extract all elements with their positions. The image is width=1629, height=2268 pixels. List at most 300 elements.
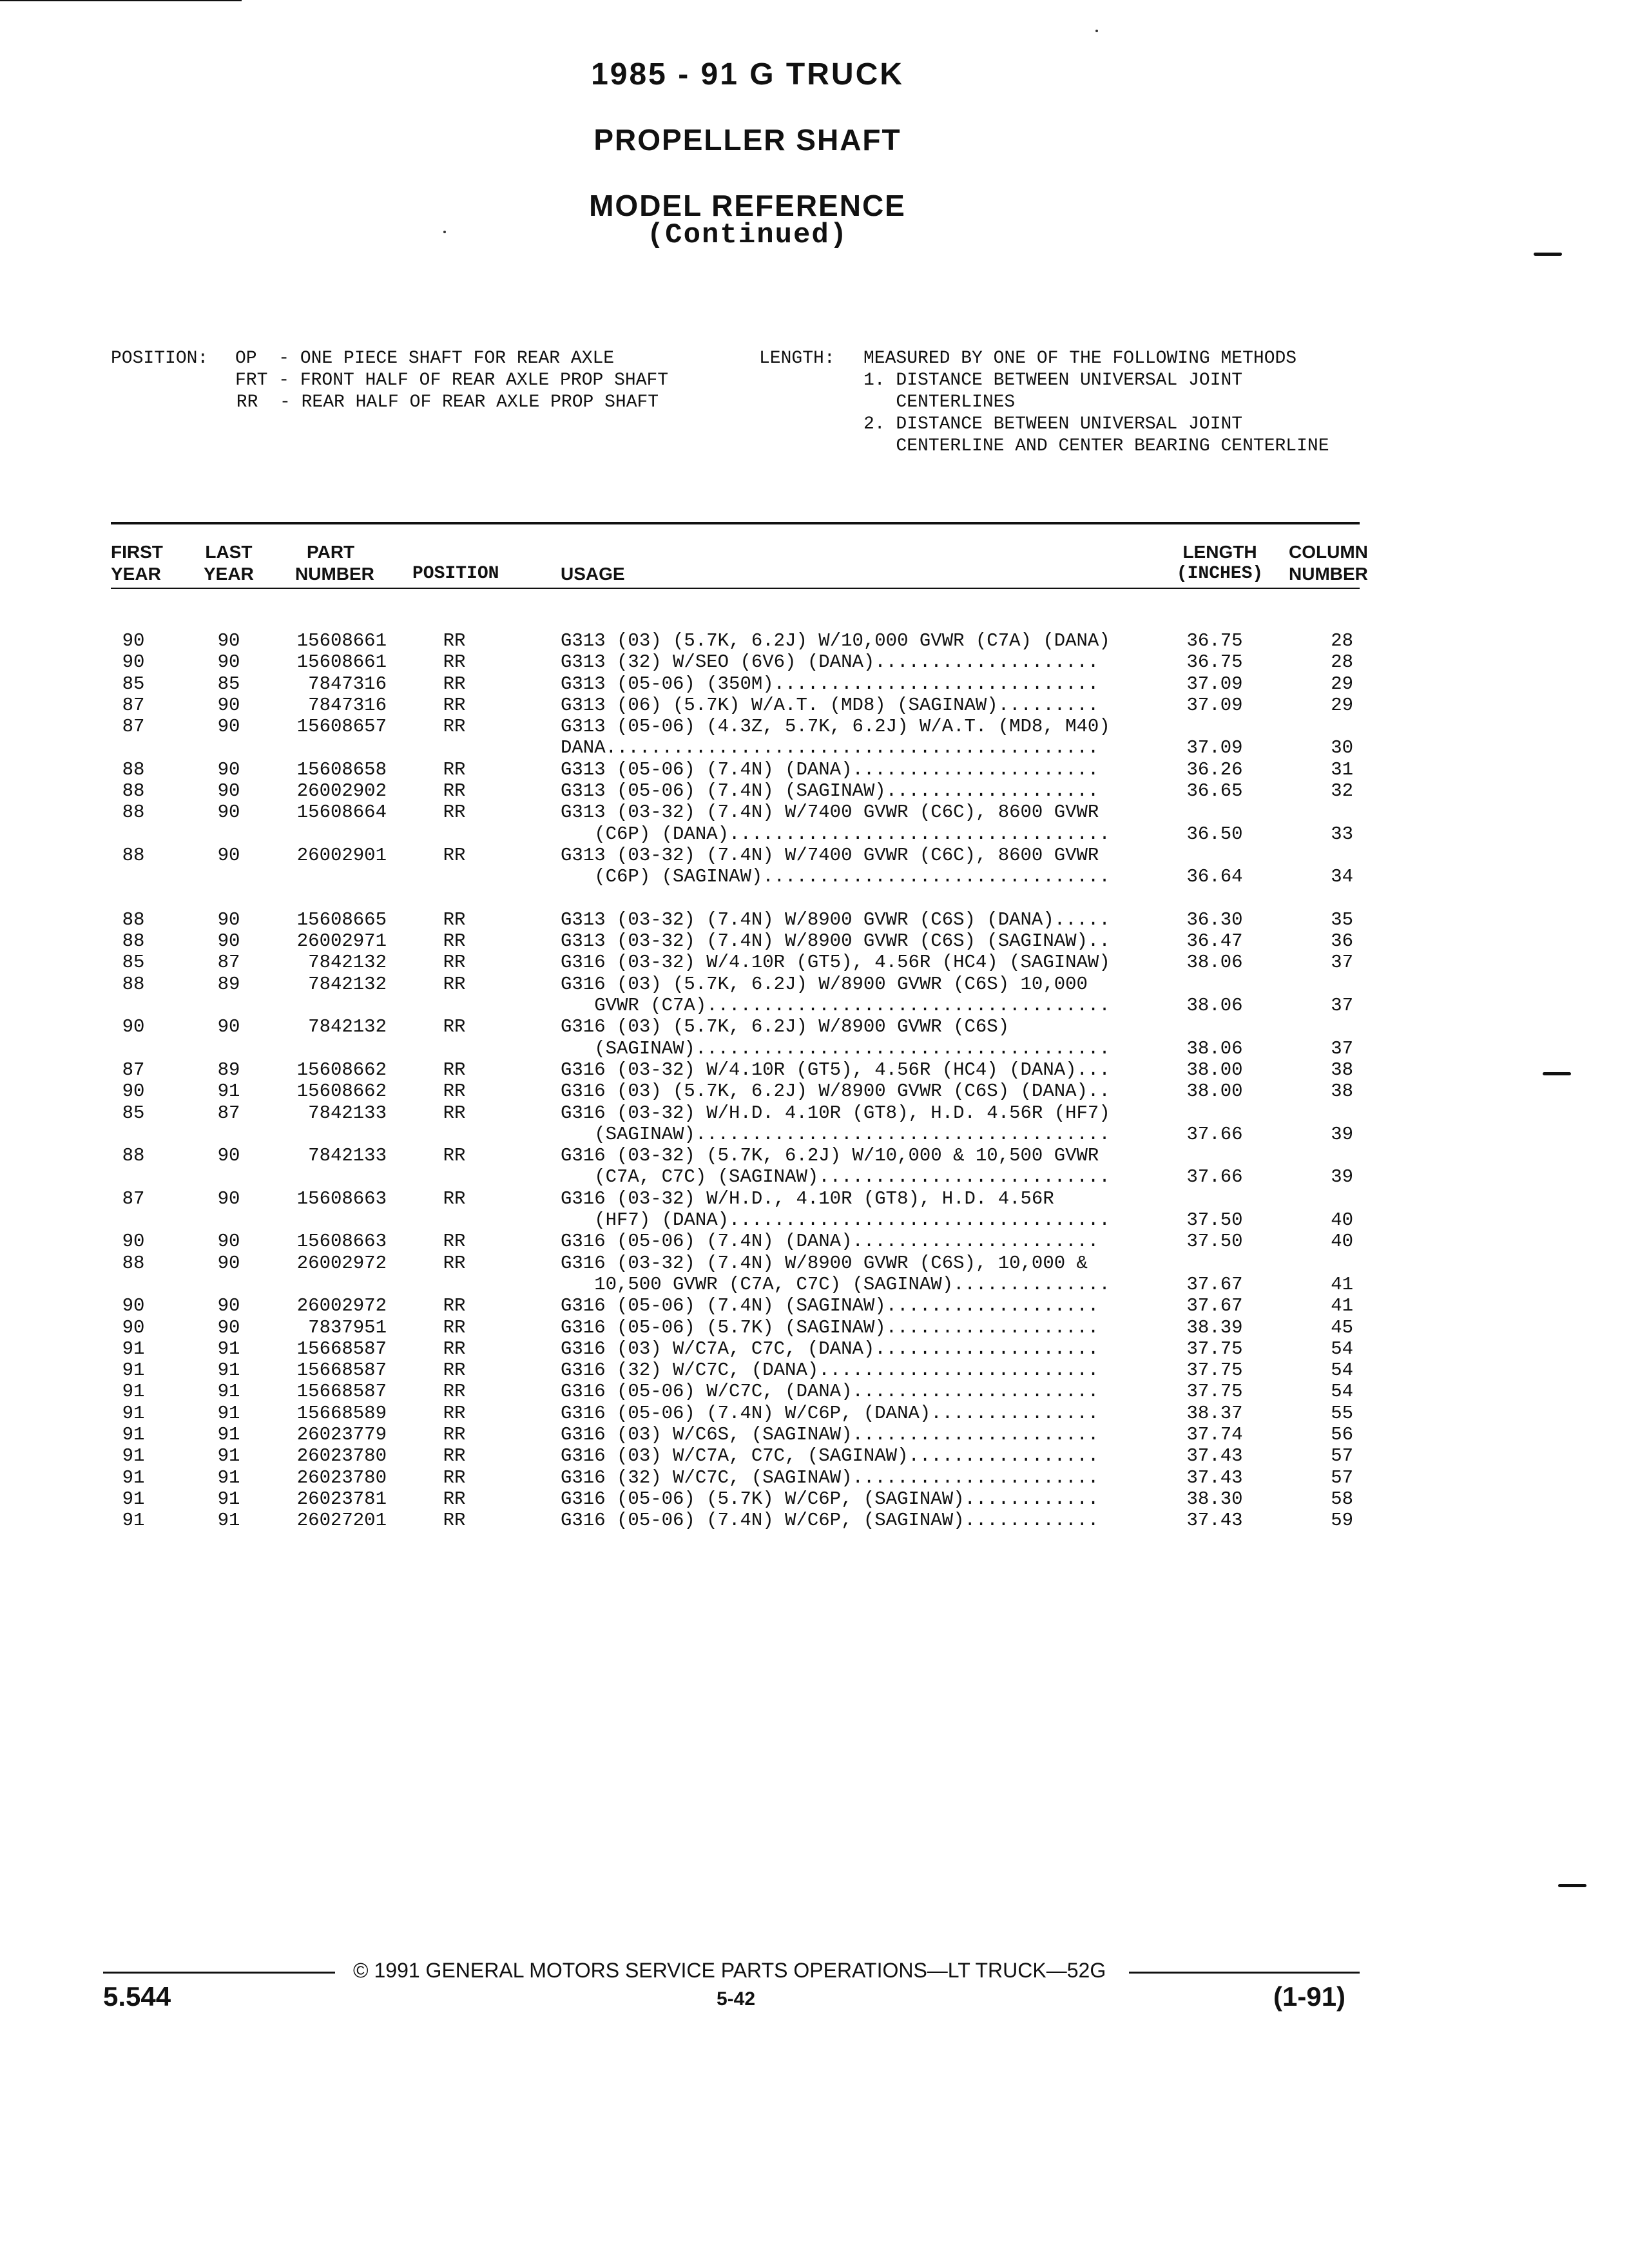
cell-usage: G316 (03-32) W/4.10R (GT5), 4.56R (HC4) (DANA)... <box>561 1059 1110 1081</box>
cell-column-number: 45 <box>1331 1316 1353 1338</box>
col-header-first-year <box>111 541 163 585</box>
cell-column-number: 40 <box>1331 1231 1353 1253</box>
cell-length: 36.75 <box>1186 630 1243 651</box>
cell-first-year: 91 <box>122 1423 145 1445</box>
cell-first-year: 90 <box>122 630 145 651</box>
cell-usage: DANA............................................ <box>561 737 1099 759</box>
cell-last-year: 91 <box>217 1488 240 1510</box>
cell-part-number: 7842132 <box>308 952 387 974</box>
cell-length: 37.43 <box>1186 1466 1243 1488</box>
cell-position: RR <box>443 1402 466 1424</box>
col-header-last-year <box>204 541 254 585</box>
speck <box>1095 30 1098 32</box>
cell-part-number: 15608663 <box>296 1187 387 1209</box>
cell-first-year: 87 <box>122 694 145 716</box>
header-line: NUMBER <box>1289 564 1368 584</box>
table-row <box>0 888 1629 909</box>
header-line: YEAR <box>204 564 254 584</box>
cell-position: RR <box>443 1102 466 1124</box>
cell-length: 37.66 <box>1186 1166 1243 1188</box>
table-row <box>0 1059 1629 1081</box>
cell-length: 38.00 <box>1186 1059 1243 1081</box>
cell-part-number: 26023780 <box>296 1466 387 1488</box>
cell-usage: G316 (05-06) (7.4N) (DANA)...................... <box>561 1231 1099 1253</box>
cell-first-year: 91 <box>122 1338 145 1360</box>
margin-mark <box>1558 1884 1586 1887</box>
footer-rule-right <box>1129 1972 1360 1974</box>
cell-part-number: 15668587 <box>296 1360 387 1381</box>
cell-column-number: 31 <box>1331 758 1353 780</box>
cell-last-year: 90 <box>217 930 240 952</box>
cell-last-year: 90 <box>217 694 240 716</box>
cell-first-year: 87 <box>122 716 145 738</box>
cell-part-number: 15608662 <box>296 1081 387 1102</box>
cell-column-number: 56 <box>1331 1423 1353 1445</box>
cell-part-number: 26002972 <box>296 1295 387 1317</box>
cell-position: RR <box>443 758 466 780</box>
cell-column-number: 39 <box>1331 1123 1353 1145</box>
table-row <box>0 1274 1629 1295</box>
table-row <box>0 1145 1629 1166</box>
header-line: FIRST <box>111 542 163 562</box>
cell-position: RR <box>443 716 466 738</box>
cell-length: 37.75 <box>1186 1338 1243 1360</box>
cell-column-number: 54 <box>1331 1381 1353 1403</box>
cell-length: 38.30 <box>1186 1488 1243 1510</box>
cell-part-number: 15668589 <box>296 1402 387 1424</box>
cell-position: RR <box>443 930 466 952</box>
cell-usage: G313 (06) (5.7K) W/A.T. (MD8) (SAGINAW)......... <box>561 694 1099 716</box>
cell-length: 37.67 <box>1186 1295 1243 1317</box>
length-legend-line: CENTERLINES <box>863 392 1016 412</box>
table-row <box>0 1188 1629 1209</box>
cell-length: 36.30 <box>1186 908 1243 930</box>
cell-usage: (SAGINAW)..................................... <box>561 1037 1110 1059</box>
footer-copyright: © 1991 GENERAL MOTORS SERVICE PARTS OPERATIONS—LT TRUCK—52G <box>353 1959 1106 1982</box>
cell-usage: G313 (03-32) (7.4N) W/8900 GVWR (C6S) (SAGINAW).. <box>561 930 1110 952</box>
cell-part-number: 26002902 <box>296 780 387 802</box>
cell-position: RR <box>443 973 466 995</box>
cell-column-number: 28 <box>1331 630 1353 651</box>
cell-length: 36.75 <box>1186 651 1243 673</box>
position-legend-label: POSITION: <box>111 349 209 369</box>
cell-position: RR <box>443 1016 466 1038</box>
cell-last-year: 91 <box>217 1338 240 1360</box>
table-row <box>0 1403 1629 1424</box>
cell-length: 38.06 <box>1186 1037 1243 1059</box>
page-number-center: 5-42 <box>717 1988 756 2010</box>
cell-position: RR <box>443 1231 466 1253</box>
table-row <box>0 630 1629 651</box>
cell-length: 37.43 <box>1186 1445 1243 1467</box>
cell-part-number: 15668587 <box>296 1338 387 1360</box>
cell-length: 37.67 <box>1186 1273 1243 1295</box>
cell-position: RR <box>443 1187 466 1209</box>
cell-first-year: 91 <box>122 1488 145 1510</box>
margin-mark <box>1534 253 1562 256</box>
cell-first-year: 90 <box>122 1295 145 1317</box>
cell-part-number: 26002901 <box>296 844 387 866</box>
col-header-column-number <box>1289 541 1368 585</box>
table-row <box>0 1209 1629 1231</box>
cell-last-year: 90 <box>217 844 240 866</box>
cell-last-year: 91 <box>217 1445 240 1467</box>
cell-last-year: 90 <box>217 780 240 802</box>
cell-column-number: 28 <box>1331 651 1353 673</box>
cell-first-year: 88 <box>122 930 145 952</box>
cell-last-year: 90 <box>217 1252 240 1274</box>
length-legend-label: LENGTH: <box>759 349 835 369</box>
cell-usage: G316 (05-06) (7.4N) W/C6P, (DANA)............... <box>561 1402 1099 1424</box>
header-line: PART <box>307 542 355 562</box>
cell-usage: G316 (05-06) (7.4N) (SAGINAW)................... <box>561 1295 1099 1317</box>
cell-length: 38.06 <box>1186 952 1243 974</box>
cell-column-number: 33 <box>1331 823 1353 845</box>
cell-part-number: 7842133 <box>308 1145 387 1167</box>
table-row <box>0 1102 1629 1124</box>
cell-first-year: 85 <box>122 1102 145 1124</box>
cell-last-year: 87 <box>217 952 240 974</box>
cell-column-number: 37 <box>1331 995 1353 1017</box>
cell-last-year: 90 <box>217 1295 240 1317</box>
table-row <box>0 974 1629 995</box>
cell-part-number: 15608663 <box>296 1231 387 1253</box>
cell-usage: (C6P) (DANA).................................. <box>561 823 1110 845</box>
cell-position: RR <box>443 1466 466 1488</box>
cell-usage: G316 (03) W/C7A, C7C, (DANA).................... <box>561 1338 1099 1360</box>
cell-usage: G316 (03) W/C6S, (SAGINAW)...................... <box>561 1423 1099 1445</box>
cell-last-year: 90 <box>217 1231 240 1253</box>
cell-last-year: 90 <box>217 908 240 930</box>
cell-column-number: 39 <box>1331 1166 1353 1188</box>
cell-first-year: 88 <box>122 908 145 930</box>
table-row <box>0 802 1629 823</box>
cell-first-year: 88 <box>122 973 145 995</box>
position-legend-line: RR - REAR HALF OF REAR AXLE PROP SHAFT <box>226 392 659 412</box>
cell-position: RR <box>443 651 466 673</box>
cell-part-number: 15608657 <box>296 716 387 738</box>
cell-column-number: 57 <box>1331 1466 1353 1488</box>
cell-first-year: 90 <box>122 1016 145 1038</box>
cell-position: RR <box>443 1423 466 1445</box>
cell-position: RR <box>443 908 466 930</box>
cell-position: RR <box>443 1059 466 1081</box>
cell-length: 37.09 <box>1186 737 1243 759</box>
table-row <box>0 1424 1629 1445</box>
col-header-part-number <box>295 541 374 585</box>
cell-first-year: 91 <box>122 1466 145 1488</box>
cell-last-year: 91 <box>217 1510 240 1532</box>
cell-usage: G316 (05-06) W/C7C, (DANA)...................... <box>561 1381 1099 1403</box>
revision-date: (1-91) <box>1273 1981 1346 2012</box>
cell-column-number: 29 <box>1331 694 1353 716</box>
cell-usage: G313 (32) W/SEO (6V6) (DANA).................... <box>561 651 1099 673</box>
cell-usage: G316 (05-06) (7.4N) W/C6P, (SAGINAW)............ <box>561 1510 1099 1532</box>
cell-column-number: 41 <box>1331 1273 1353 1295</box>
table-row <box>0 1253 1629 1274</box>
cell-last-year: 90 <box>217 651 240 673</box>
table-row <box>0 1038 1629 1059</box>
cell-last-year: 89 <box>217 973 240 995</box>
cell-last-year: 91 <box>217 1466 240 1488</box>
cell-first-year: 90 <box>122 1231 145 1253</box>
table-row <box>0 866 1629 887</box>
cell-length: 38.37 <box>1186 1402 1243 1424</box>
cell-usage: G316 (05-06) (5.7K) W/C6P, (SAGINAW)............ <box>561 1488 1099 1510</box>
table-row <box>0 845 1629 866</box>
cell-last-year: 91 <box>217 1402 240 1424</box>
col-header-length <box>1171 541 1268 585</box>
cell-length: 36.65 <box>1186 780 1243 802</box>
cell-part-number: 26002971 <box>296 930 387 952</box>
cell-length: 36.64 <box>1186 866 1243 888</box>
cell-usage: GVWR (C7A).................................... <box>561 995 1110 1017</box>
table-row <box>0 1295 1629 1316</box>
cell-part-number: 26023781 <box>296 1488 387 1510</box>
cell-position: RR <box>443 1252 466 1274</box>
cell-column-number: 59 <box>1331 1510 1353 1532</box>
cell-first-year: 87 <box>122 1187 145 1209</box>
continued-label: (Continued) <box>646 219 849 251</box>
table-row <box>0 695 1629 716</box>
cell-position: RR <box>443 1510 466 1532</box>
cell-first-year: 88 <box>122 1145 145 1167</box>
cell-part-number: 15608661 <box>296 651 387 673</box>
cell-usage: G316 (03) W/C7A, C7C, (SAGINAW)................. <box>561 1445 1099 1467</box>
cell-part-number: 26002972 <box>296 1252 387 1274</box>
position-legend-line: OP - ONE PIECE SHAFT FOR REAR AXLE <box>235 349 615 369</box>
cell-length: 37.50 <box>1186 1209 1243 1231</box>
cell-last-year: 90 <box>217 1316 240 1338</box>
cell-usage: G316 (03-32) (5.7K, 6.2J) W/10,000 & 10,500 GVWR <box>561 1145 1099 1167</box>
cell-length: 36.26 <box>1186 758 1243 780</box>
cell-first-year: 88 <box>122 780 145 802</box>
table-row <box>0 1445 1629 1466</box>
cell-column-number: 29 <box>1331 673 1353 695</box>
cell-length: 37.75 <box>1186 1381 1243 1403</box>
table-row <box>0 1231 1629 1252</box>
cell-last-year: 91 <box>217 1381 240 1403</box>
table-row <box>0 673 1629 695</box>
cell-position: RR <box>443 694 466 716</box>
cell-first-year: 91 <box>122 1402 145 1424</box>
cell-length: 37.66 <box>1186 1123 1243 1145</box>
cell-part-number: 7842132 <box>308 1016 387 1038</box>
table-row <box>0 1124 1629 1145</box>
cell-last-year: 90 <box>217 1145 240 1167</box>
cell-column-number: 41 <box>1331 1295 1353 1317</box>
top-edge-rule <box>0 0 242 1</box>
cell-length: 38.00 <box>1186 1081 1243 1102</box>
cell-usage: G313 (05-06) (7.4N) (DANA)...................... <box>561 758 1099 780</box>
cell-position: RR <box>443 1145 466 1167</box>
cell-position: RR <box>443 1488 466 1510</box>
cell-usage: G316 (03) (5.7K, 6.2J) W/8900 GVWR (C6S) <box>561 1016 1010 1038</box>
cell-last-year: 91 <box>217 1423 240 1445</box>
cell-first-year: 91 <box>122 1445 145 1467</box>
cell-usage: G313 (03-32) (7.4N) W/8900 GVWR (C6S) (DANA)..... <box>561 908 1110 930</box>
table-row <box>0 651 1629 673</box>
cell-part-number: 7842133 <box>308 1102 387 1124</box>
cell-position: RR <box>443 673 466 695</box>
table-row <box>0 952 1629 973</box>
cell-position: RR <box>443 780 466 802</box>
cell-position: RR <box>443 1081 466 1102</box>
col-header-position: POSITION <box>412 564 499 584</box>
parts-table-body <box>0 630 1629 1531</box>
cell-usage: G313 (05-06) (4.3Z, 5.7K, 6.2J) W/A.T. (MD8, M40) <box>561 716 1110 738</box>
section-title: MODEL REFERENCE <box>589 189 906 222</box>
table-row <box>0 1488 1629 1510</box>
table-row <box>0 1338 1629 1360</box>
cell-first-year: 90 <box>122 1081 145 1102</box>
cell-part-number: 15668587 <box>296 1381 387 1403</box>
cell-position: RR <box>443 1360 466 1381</box>
table-row <box>0 1166 1629 1187</box>
table-row <box>0 780 1629 802</box>
cell-column-number: 55 <box>1331 1402 1353 1424</box>
footer-rule-left <box>103 1972 335 1974</box>
cell-column-number: 54 <box>1331 1338 1353 1360</box>
cell-position: RR <box>443 630 466 651</box>
table-row <box>0 737 1629 758</box>
cell-column-number: 40 <box>1331 1209 1353 1231</box>
cell-usage: G316 (32) W/C7C, (SAGINAW)...................... <box>561 1466 1099 1488</box>
cell-usage: G316 (03-32) (7.4N) W/8900 GVWR (C6S), 10,000 & <box>561 1252 1088 1274</box>
cell-usage: G313 (05-06) (7.4N) (SAGINAW)................... <box>561 780 1099 802</box>
cell-part-number: 7842132 <box>308 973 387 995</box>
cell-position: RR <box>443 1338 466 1360</box>
table-row <box>0 823 1629 845</box>
cell-last-year: 85 <box>217 673 240 695</box>
cell-usage: (C7A, C7C) (SAGINAW).......................... <box>561 1166 1110 1188</box>
cell-length: 37.09 <box>1186 694 1243 716</box>
cell-length: 37.50 <box>1186 1231 1243 1253</box>
cell-position: RR <box>443 844 466 866</box>
document-title: 1985 - 91 G TRUCK <box>591 57 904 91</box>
cell-part-number: 26027201 <box>296 1510 387 1532</box>
cell-first-year: 87 <box>122 1059 145 1081</box>
cell-part-number: 26023780 <box>296 1445 387 1467</box>
cell-last-year: 90 <box>217 630 240 651</box>
cell-first-year: 88 <box>122 802 145 823</box>
col-header-usage: USAGE <box>561 564 625 584</box>
cell-usage: G313 (03-32) (7.4N) W/7400 GVWR (C6C), 8600 GVWR <box>561 844 1099 866</box>
cell-last-year: 91 <box>217 1081 240 1102</box>
cell-usage: G316 (05-06) (5.7K) (SAGINAW)................... <box>561 1316 1099 1338</box>
cell-part-number: 15608662 <box>296 1059 387 1081</box>
cell-part-number: 26023779 <box>296 1423 387 1445</box>
cell-usage: G313 (03) (5.7K, 6.2J) W/10,000 GVWR (C7A) (DANA) <box>561 630 1110 651</box>
cell-usage: G316 (03-32) W/H.D. 4.10R (GT8), H.D. 4.56R (HF7) <box>561 1102 1110 1124</box>
length-legend-line: 1. DISTANCE BETWEEN UNIVERSAL JOINT <box>863 370 1243 390</box>
cell-first-year: 85 <box>122 952 145 974</box>
cell-last-year: 90 <box>217 1187 240 1209</box>
cell-column-number: 30 <box>1331 737 1353 759</box>
cell-usage: G313 (03-32) (7.4N) W/7400 GVWR (C6C), 8600 GVWR <box>561 802 1099 823</box>
cell-position: RR <box>443 1445 466 1467</box>
header-line: YEAR <box>111 564 161 584</box>
cell-part-number: 7847316 <box>308 673 387 695</box>
cell-length: 36.47 <box>1186 930 1243 952</box>
cell-last-year: 90 <box>217 758 240 780</box>
cell-usage: G316 (03) (5.7K, 6.2J) W/8900 GVWR (C6S) (DANA).. <box>561 1081 1110 1102</box>
cell-length: 36.50 <box>1186 823 1243 845</box>
cell-first-year: 91 <box>122 1381 145 1403</box>
cell-position: RR <box>443 802 466 823</box>
table-row <box>0 1317 1629 1338</box>
table-row <box>0 1467 1629 1488</box>
cell-usage: (SAGINAW)..................................... <box>561 1123 1110 1145</box>
cell-part-number: 15608664 <box>296 802 387 823</box>
header-line: NUMBER <box>295 564 374 584</box>
length-legend-line: CENTERLINE AND CENTER BEARING CENTERLINE <box>863 436 1329 456</box>
table-row <box>0 716 1629 737</box>
header-line: LENGTH <box>1182 542 1257 562</box>
cell-first-year: 88 <box>122 1252 145 1274</box>
table-row <box>0 1081 1629 1102</box>
cell-last-year: 90 <box>217 1016 240 1038</box>
cell-last-year: 87 <box>217 1102 240 1124</box>
table-row <box>0 759 1629 780</box>
cell-first-year: 91 <box>122 1360 145 1381</box>
cell-column-number: 35 <box>1331 908 1353 930</box>
cell-column-number: 38 <box>1331 1059 1353 1081</box>
cell-column-number: 38 <box>1331 1081 1353 1102</box>
cell-usage: (C6P) (SAGINAW)............................... <box>561 866 1110 888</box>
table-top-rule <box>111 522 1360 524</box>
cell-column-number: 34 <box>1331 866 1353 888</box>
cell-part-number: 15608665 <box>296 908 387 930</box>
cell-first-year: 85 <box>122 673 145 695</box>
cell-part-number: 15608661 <box>296 630 387 651</box>
cell-length: 37.43 <box>1186 1510 1243 1532</box>
cell-position: RR <box>443 1316 466 1338</box>
cell-length: 38.39 <box>1186 1316 1243 1338</box>
cell-usage: G316 (03-32) W/4.10R (GT5), 4.56R (HC4) (SAGINAW) <box>561 952 1110 974</box>
cell-usage: (HF7) (DANA).................................. <box>561 1209 1110 1231</box>
cell-usage: G313 (05-06) (350M)............................. <box>561 673 1099 695</box>
cell-column-number: 36 <box>1331 930 1353 952</box>
cell-last-year: 89 <box>217 1059 240 1081</box>
header-line: LAST <box>205 542 253 562</box>
table-header-rule <box>111 588 1360 589</box>
cell-last-year: 91 <box>217 1360 240 1381</box>
cell-length: 37.09 <box>1186 673 1243 695</box>
cell-part-number: 15608658 <box>296 758 387 780</box>
cell-column-number: 37 <box>1331 1037 1353 1059</box>
page-number-left: 5.544 <box>103 1981 171 2012</box>
cell-position: RR <box>443 1381 466 1403</box>
cell-first-year: 88 <box>122 844 145 866</box>
document-subtitle: PROPELLER SHAFT <box>593 123 901 157</box>
table-row <box>0 909 1629 930</box>
table-row <box>0 1016 1629 1037</box>
cell-last-year: 90 <box>217 716 240 738</box>
cell-column-number: 32 <box>1331 780 1353 802</box>
cell-usage: 10,500 GVWR (C7A, C7C) (SAGINAW).............. <box>561 1273 1110 1295</box>
length-legend-line: 2. DISTANCE BETWEEN UNIVERSAL JOINT <box>863 414 1243 434</box>
cell-last-year: 90 <box>217 802 240 823</box>
cell-first-year: 88 <box>122 758 145 780</box>
cell-position: RR <box>443 1295 466 1317</box>
header-line: (INCHES) <box>1176 564 1264 584</box>
header-line: COLUMN <box>1289 542 1368 562</box>
position-legend-line: FRT - FRONT HALF OF REAR AXLE PROP SHAFT <box>235 370 669 390</box>
cell-column-number: 37 <box>1331 952 1353 974</box>
cell-position: RR <box>443 952 466 974</box>
cell-usage: G316 (03-32) W/H.D., 4.10R (GT8), H.D. 4.56R <box>561 1187 1054 1209</box>
